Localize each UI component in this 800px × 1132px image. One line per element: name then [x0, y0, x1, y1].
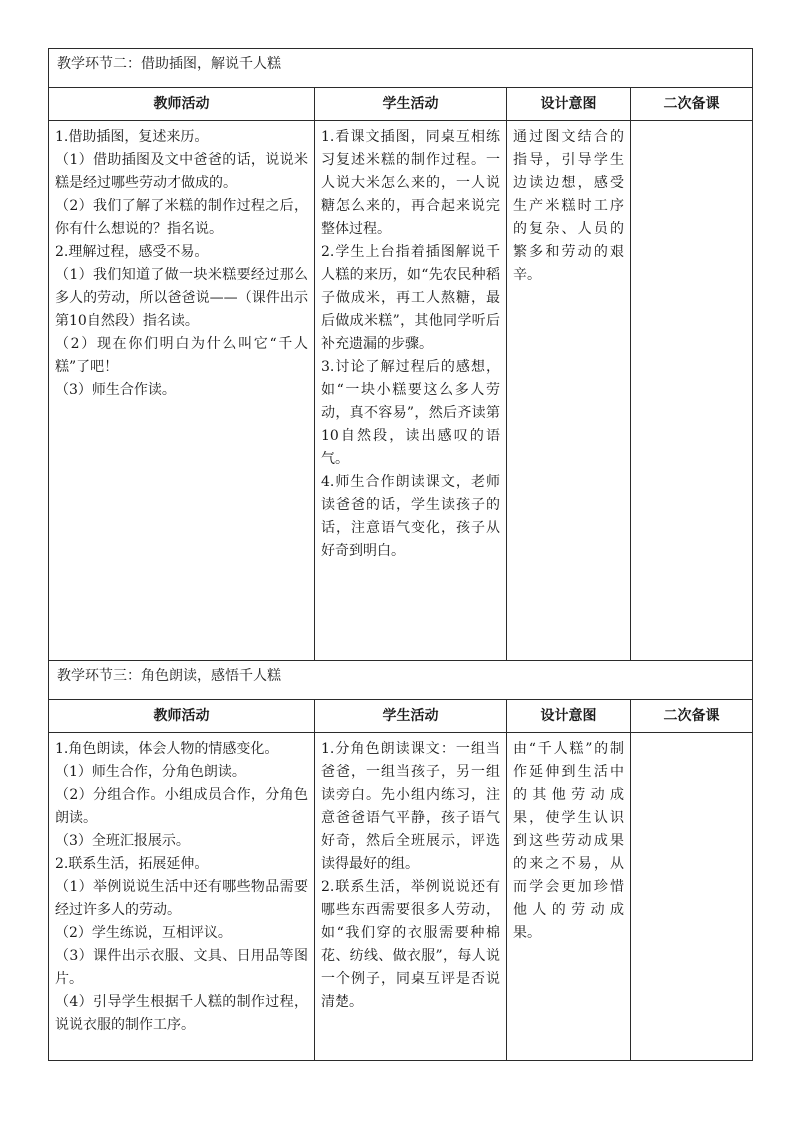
design-intent-cell [507, 733, 631, 1061]
teacher-line: （1）举例说说生活中还有哪些物品需要经过许多人的劳动。 [55, 879, 308, 918]
header-student-activity: 学生活动 [315, 88, 507, 121]
teacher-line: （1）我们知道了做一块米糕要经过那么多人的劳动，所以爸爸说——（课件出示第10自然段）指名读。 [55, 267, 308, 329]
teacher-line: 2.联系生活，拓展延伸。 [55, 856, 209, 872]
teacher-line: （1）师生合作，分角色朗读。 [55, 764, 246, 780]
teacher-line: （1）借助插图及文中爸爸的话，说说米糕是经过哪些劳动才做成的。 [55, 152, 308, 191]
teacher-line: （3）课件出示衣服、文具、日用品等图片。 [55, 948, 308, 987]
teacher-activity-cell [49, 121, 315, 661]
student-line: 3.讨论了解过程后的感想，如“一块小糕要这么多人劳动，真不容易”，然后齐读第10自然段，读出感叹的语气。 [321, 359, 500, 467]
student-line: 2.联系生活，举例说说还有哪些东西需要很多人劳动，如“我们穿的衣服需要种棉花、纺线、做衣服”，每人说一个例子，同桌互评是否说清楚。 [321, 879, 500, 1010]
teacher-line: （3）全班汇报展示。 [55, 833, 190, 849]
section-title: 教学环节二：借助插图，解说千人糕 [49, 49, 753, 88]
teacher-line: 2.理解过程，感受不易。 [55, 244, 209, 260]
intent-text: 通过图文结合的指导，引导学生边读边想，感受生产米糕时工序的复杂、人员的繁多和劳动的艰辛。 [513, 129, 624, 283]
header-second-prep: 二次备课 [631, 700, 753, 733]
lesson-plan-table [48, 48, 753, 1061]
header-teacher-activity: 教师活动 [49, 700, 315, 733]
teacher-line: 1.借助插图，复述来历。 [55, 129, 209, 145]
teacher-line: 1.角色朗读，体会人物的情感变化。 [55, 741, 279, 757]
section-title: 教学环节三：角色朗读，感悟千人糕 [49, 661, 753, 700]
header-student-activity: 学生活动 [315, 700, 507, 733]
student-line: 4.师生合作朗读课文，老师读爸爸的话，学生读孩子的话，注意语气变化，孩子从好奇到明白。 [321, 474, 500, 559]
header-second-prep: 二次备课 [631, 88, 753, 121]
second-prep-cell [631, 121, 753, 661]
teacher-line: （2）我们了解了米糕的制作过程之后，你有什么想说的？指名说。 [55, 198, 308, 237]
header-teacher-activity: 教师活动 [49, 88, 315, 121]
header-design-intent: 设计意图 [507, 700, 631, 733]
student-line: 1.分角色朗读课文：一组当爸爸，一组当孩子，另一组读旁白。先小组内练习，注意爸爸语气平静，孩子语气好奇，然后全班展示，评选读得最好的组。 [321, 741, 500, 872]
teacher-activity-cell [49, 733, 315, 1061]
teacher-line: （2）分组合作。小组成员合作，分角色朗读。 [55, 787, 308, 826]
intent-text: 由“千人糕”的制作延伸到生活中的其他劳动成果，使学生认识到这些劳动成果的来之不易，从而学会更加珍惜他人的劳动成果。 [513, 741, 624, 941]
teacher-line: （2）学生练说，互相评议。 [55, 925, 232, 941]
student-activity-cell [315, 121, 507, 661]
student-line: 1.看课文插图，同桌互相练习复述米糕的制作过程。一人说大米怎么来的，一人说糖怎么来的，再合起来说完整体过程。 [321, 129, 500, 237]
design-intent-cell [507, 121, 631, 661]
student-line: 2.学生上台指着插图解说千人糕的来历，如“先农民种稻子做成米，再工人熬糖，最后做成米糕”，其他同学听后补充遗漏的步骤。 [321, 244, 500, 352]
teacher-line: （4）引导学生根据千人糕的制作过程，说说衣服的制作工序。 [55, 994, 308, 1033]
teacher-line: （2）现在你们明白为什么叫它“千人糕”了吧！ [55, 336, 308, 375]
teacher-line: （3）师生合作读。 [55, 382, 176, 398]
student-activity-cell [315, 733, 507, 1061]
header-design-intent: 设计意图 [507, 88, 631, 121]
second-prep-cell [631, 733, 753, 1061]
